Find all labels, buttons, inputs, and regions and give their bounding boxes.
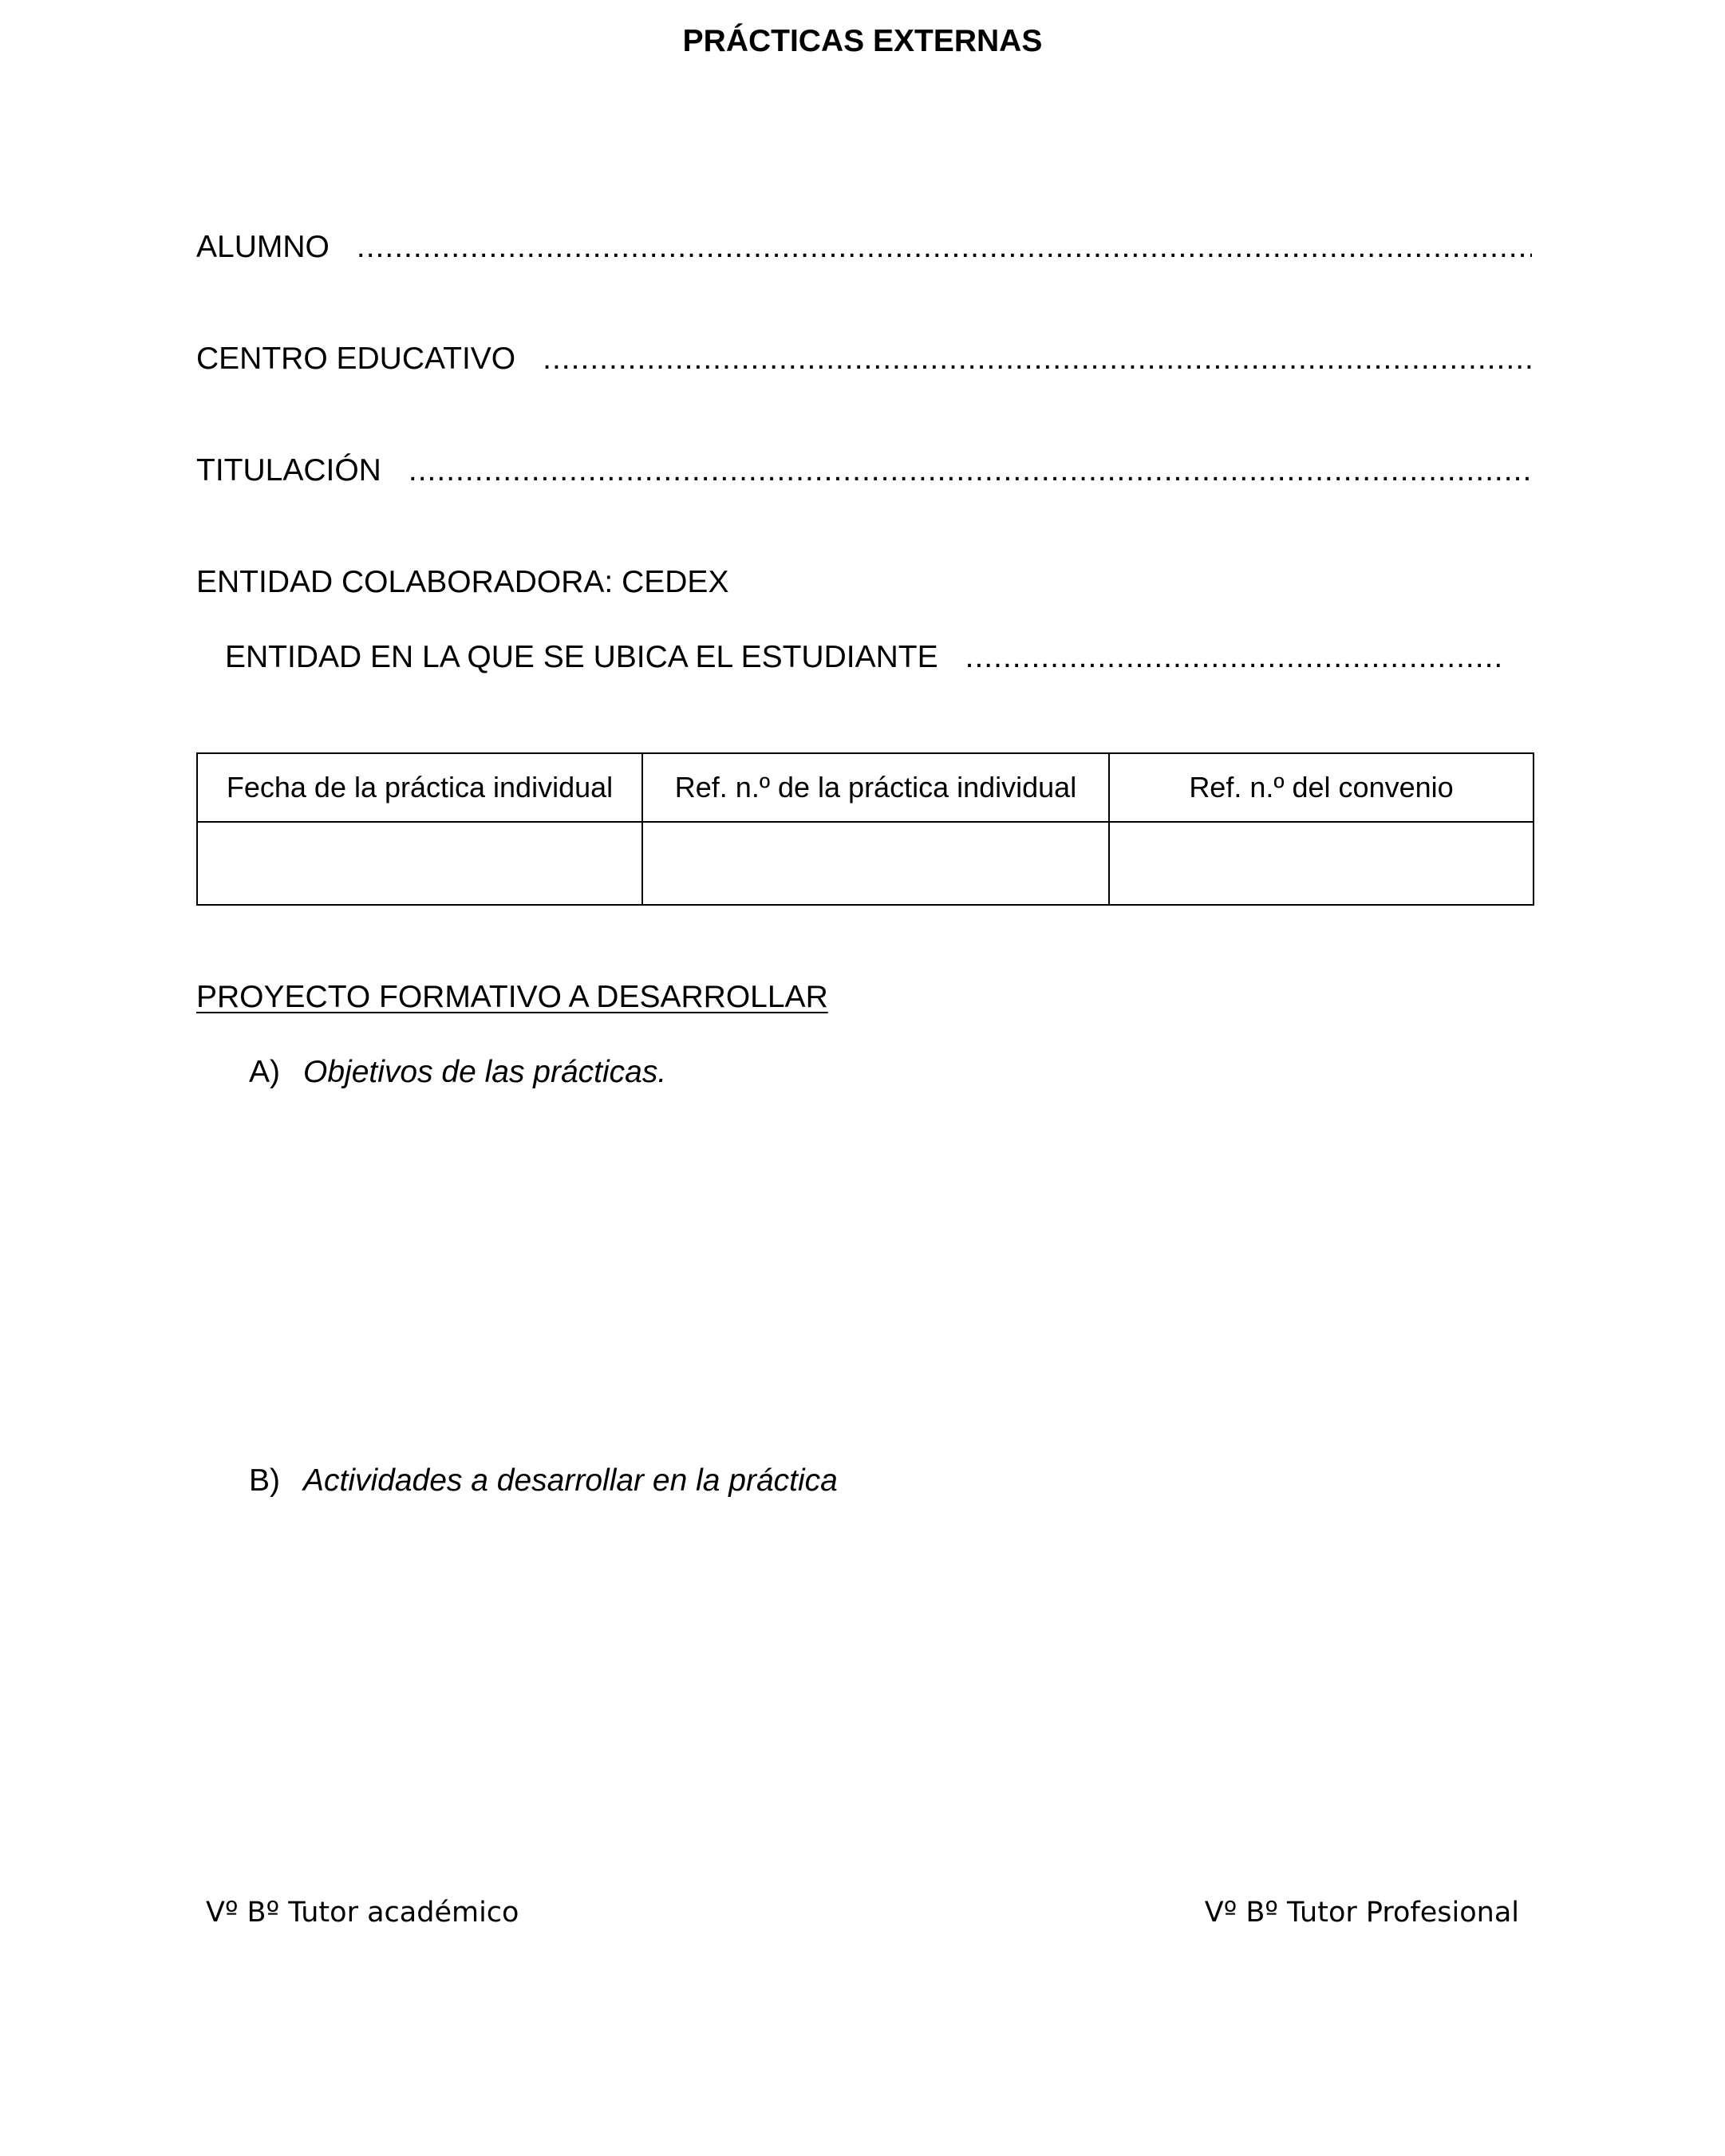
field-entidad-ubica-label: ENTIDAD EN LA QUE SE UBICA EL ESTUDIANTE [225, 640, 938, 674]
list-item-marker: B) [249, 1463, 280, 1498]
table-row [197, 822, 1534, 905]
field-entidad-colaboradora: ENTIDAD COLABORADORA: CEDEX [196, 565, 729, 599]
practice-table [196, 752, 1534, 906]
table-header-cell: Fecha de la práctica individual [197, 753, 642, 822]
field-centro-educativo [196, 342, 1532, 377]
field-alumno-dotted-line [357, 230, 1532, 265]
document-title: PRÁCTICAS EXTERNAS [682, 24, 1043, 58]
field-entidad-ubica-dotted-line [965, 640, 1505, 675]
field-titulacion [196, 453, 1532, 488]
table-cell[interactable] [642, 822, 1109, 905]
signature-tutor-profesional: Vº Bº Tutor Profesional [1204, 1897, 1519, 1929]
list-item-text: Actividades a desarrollar en la práctica [303, 1463, 838, 1498]
list-item-marker: A) [249, 1055, 280, 1089]
list-item [249, 1055, 666, 1090]
signature-tutor-academico: Vº Bº Tutor académico [206, 1897, 519, 1929]
table-cell[interactable] [1109, 822, 1534, 905]
field-centro-educativo-label: CENTRO EDUCATIVO [196, 342, 516, 376]
list-item [249, 1463, 838, 1499]
field-titulacion-label: TITULACIÓN [196, 453, 381, 488]
field-centro-educativo-dotted-line [543, 342, 1532, 377]
table-header-cell: Ref. n.º del convenio [1109, 753, 1534, 822]
table-header-row [197, 753, 1534, 822]
field-entidad-ubica [225, 640, 1505, 675]
field-alumno-label: ALUMNO [196, 230, 330, 264]
list-item-text: Objetivos de las prácticas. [303, 1055, 667, 1089]
field-titulacion-dotted-line [409, 453, 1532, 488]
field-alumno [196, 230, 1532, 265]
table-header-cell: Ref. n.º de la práctica individual [642, 753, 1109, 822]
section-title: PROYECTO FORMATIVO A DESARROLLAR [196, 980, 828, 1014]
table-cell[interactable] [197, 822, 642, 905]
